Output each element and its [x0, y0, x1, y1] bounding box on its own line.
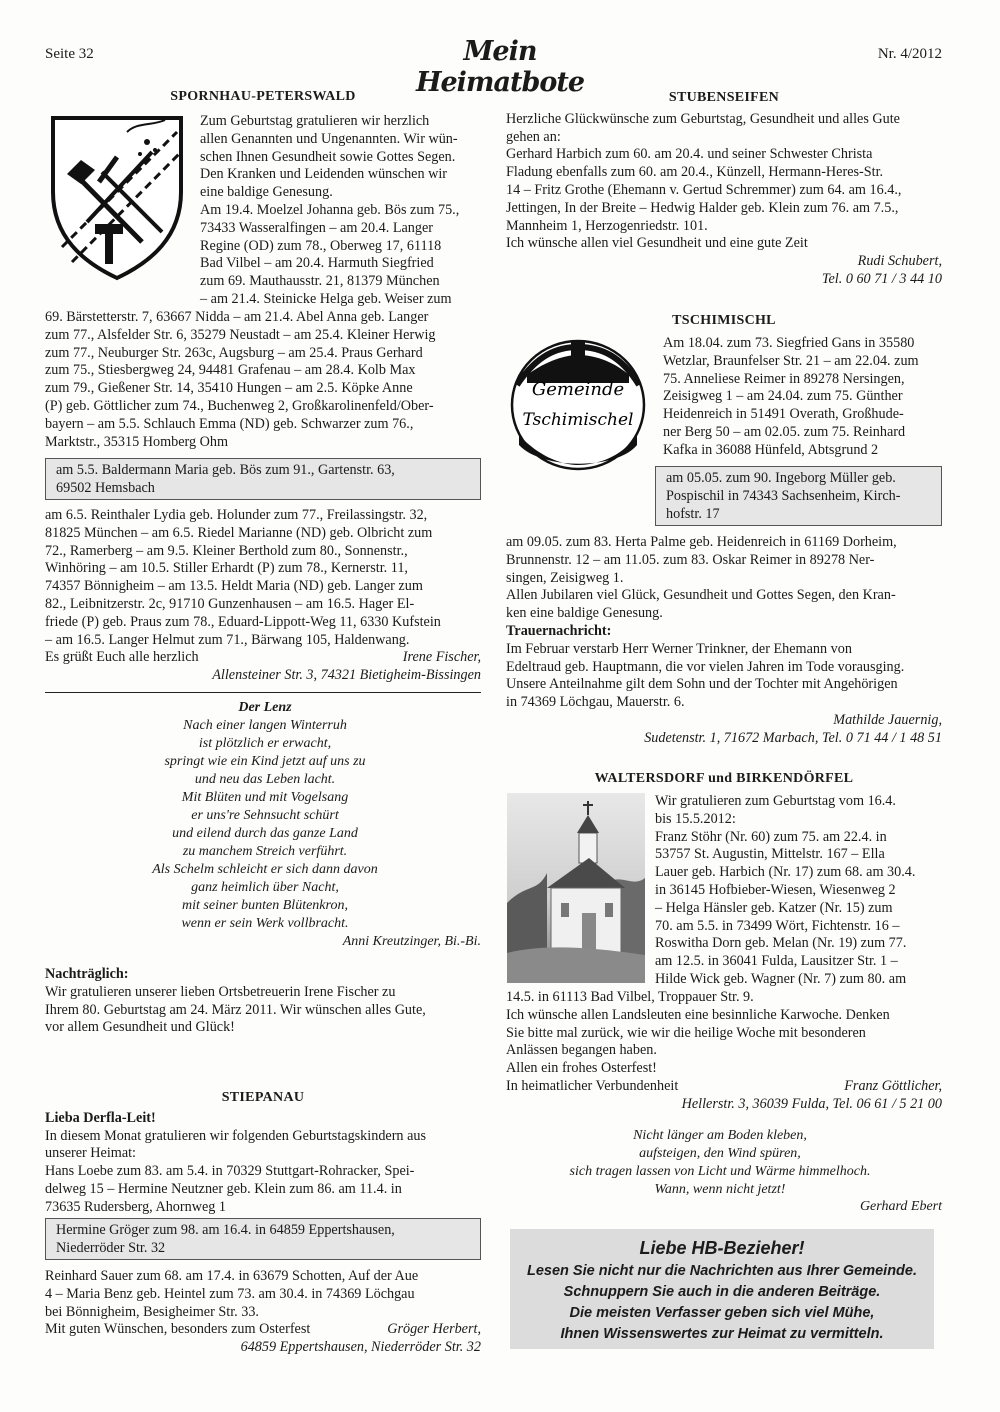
spornhau-list-2: am 6.5. Reinthaler Lydia geb. Holunder zum 77., Freilassingstr. 32, 81825 München – am 6.5. Riedel Marianne (ND) geb. Olbricht zum 72., Ramerberg – am 9.5. Kleiner Berthold zum 80., Sonnenstr., Winhöring – am 10.5. Stiller Erhardt (P) zum 78., Kernerstr. 11, 74357 Bönnigheim – am 13.5. Heldt Maria (ND) geb. Langer zum 82., Leibnitzerstr. 2c, 91710 Gunzenhausen – am 16.5. Hager El- friede (P) geb. Praus zum 78., Eduard-Lippott-Weg 11, 6330 Kufstein – am 16.5. Langer Helmut zum 71., Bärwang 105, Haldenwang. Es grüßt Euch alle herzlich Irene Fischer, Allensteiner Str. 3, 74321 Bietigheim-Bissingen [45, 507, 481, 684]
waltersdorf-intro: Wir gratulieren zum Geburtstag vom 16.4. bis 15.5.2012: Franz Stöhr (Nr. 60) zum 75. am 22.4. in 53757 St. Augustin, Mittelstr. 167 – Ella Lauer geb. Harbich (Nr. 17) zum 68. am 30.4. in 36145 Hofbieber-Wiesen, Wiesenweg 2 – Helga Hänsler geb. Katzer (Nr. 15) zum 70. am 5.5. in 73499 Wört, Fichtenstr. 16 – Roswitha Dorn geb. Melan (Nr. 19) zum 77. am 12.5. in 36041 Fulda, Lausitzer Str. 1 – Hilde Wick geb. Wagner (Nr. 7) zum 80. am [655, 793, 916, 987]
section-title-waltersdorf: WALTERSDORF und BIRKENDÖRFEL [594, 771, 854, 786]
stiepanau-address: 64859 Eppertshausen, Niederröder Str. 32 [240, 1339, 481, 1356]
waltersdorf-signature: Franz Göttlicher, [844, 1077, 942, 1094]
spornhau-list: 69. Bärstetterstr. 7, 63667 Nidda – am 21.4. Abel Anna geb. Langer zum 77., Alsfelder Str. 6, 35279 Neustadt – am 25.4. Kleiner Herwig zum 77., Neuburger Str. 263c, Augsburg – am 25.4. Praus Gerhard zum 75., Stiesbergweg 24, 94481 Grafenau – am 28.4. Kolb Max zum 79., Gießener Str. 14, 35410 Hungen – am 2.5. Köpke Anne (P) geb. Göttlicher zum 74., Buchenweg 2, Großkarolinenfeld/Ober- bayern – am 5.5. Schlauch Emma (ND) geb. Schwarzer zum 76., Marktstr., 35315 Homberg Ohm [45, 309, 436, 450]
stiepanau-highlight-box: Hermine Gröger zum 98. am 16.4. in 64859 Eppertshausen, Niederröder Str. 32 [45, 1218, 481, 1260]
section-title-stiepanau: STIEPANAU [221, 1090, 305, 1105]
poem2-author: Gerhard Ebert [859, 1199, 942, 1214]
page-number: Seite 32 [45, 46, 94, 62]
tschimischl-list-2: am 09.05. zum 83. Herta Palme geb. Heidenreich in 61169 Dorheim, Brunnenstr. 12 – am 11.05. zum 83. Oskar Reimer in 89278 Ner- singen, Zeisigweg 1. Allen Jubilaren viel Glück, Gesundheit und Gottes Segen, den Kran- ken eine baldige Genesung. Trauernachricht: Im Februar verstarb Herr Werner Trinkner, der Ehemann von Edeltraud geb. Hauptmann, die vor vielen Jahren im Tode vorausging. Unsere Anteilnahme gilt dem Sohn und der Tochter mit Angehörigen in 74369 Löchgau, Mauerstr. 6. Mathilde Jauernig, Sudetenstr. 1, 71672 Marbach, Tel. 0 71 44 / 1 48 51 [506, 534, 942, 746]
stiepanau-greeting: Mit guten Wünschen, besonders zum Osterfest [45, 1321, 311, 1338]
spornhau-highlight-box: am 5.5. Baldermann Maria geb. Bös zum 91., Gartenstr. 63, 69502 Hemsbach [45, 458, 481, 500]
spornhau-address: Allensteiner Str. 3, 74321 Bietigheim-Bissingen [212, 667, 481, 684]
tschimischl-highlight-box: am 05.05. zum 90. Ingeborg Müller geb. Pospischil in 74343 Sachsenheim, Kirch- hofstr. 17 [655, 466, 942, 526]
nachtraeglich-section: Nachträglich: Wir gratulieren unserer lieben Ortsbetreuerin Irene Fischer zu Ihrem 80. Geburtstag am 24. März 2011. Wir wünschen alles Gute, vor allem Gesundheit und Glück! [45, 966, 426, 1036]
poem-der-lenz: Der Lenz Nach einer langen Winterruh ist plötzlich er erwacht, springt wie ein Kind jetzt auf uns zu und neu das Leben lacht. Mit Blüten und mit Vogelsang er uns're Sehnsucht schürt und eilend durch das ganze Land zu manchem Streich verführt. Als Schelm schleicht er sich dann davon ganz heimlich über Nacht, mit seiner bunten Blütenkron, wenn er sein Werk vollbracht. [152, 700, 378, 931]
waltersdorf-address: Hellerstr. 3, 36039 Fulda, Tel. 06 61 / 5 21 00 [681, 1095, 942, 1112]
masthead-logo: Mein Heimatbote [415, 36, 585, 98]
spornhau-coat-of-arms [47, 112, 187, 282]
chapel-photo [507, 793, 645, 983]
spornhau-signature: Irene Fischer, [402, 649, 481, 666]
section-title-spornhau: SPORNHAU-PETERSWALD [170, 89, 356, 104]
hb-notice-box: Liebe HB-Bezieher! Lesen Sie nicht nur die Nachrichten aus Ihrer Gemeinde. Schnuppern Sie auch in die anderen Beiträge. Die meisten Verfasser geben sich viel Mühe, Ihnen Wissenswertes zur Heimat zu vermitteln. [510, 1229, 934, 1349]
waltersdorf-list-2: 14.5. in 61113 Bad Vilbel, Troppauer Str. 9. Ich wünsche allen Landsleuten eine besinnliche Karwoche. Denken Sie bitte mal zurück, wie wir die heilige Woche mit besonderen Anlässen begangen haben. Allen ein frohes Osterfest! In heimatlicher Verbundenheit Franz Göttlicher, Hellerstr. 3, 36039 Fulda, Tel. 06 61 / 5 21 00 [506, 989, 942, 1112]
stiepanau-signature: Gröger Herbert, [387, 1321, 481, 1338]
issue-number: Nr. 4/2012 [877, 46, 942, 62]
poem-author: Anni Kreutzinger, Bi.-Bi. [342, 934, 481, 949]
waltersdorf-greeting: In heimatlicher Verbundenheit [506, 1077, 679, 1094]
hb-title: Liebe HB-Bezieher! [639, 1238, 805, 1258]
tschimischl-seal [507, 335, 649, 475]
seal-text-top: Gemeinde [531, 379, 625, 400]
divider [45, 692, 481, 693]
section-title-stubenseifen: STUBENSEIFEN [668, 90, 780, 105]
section-title-tschimischl: TSCHIMISCHL [672, 313, 776, 328]
stubenseifen-section: STUBENSEIFEN Herzliche Glückwünsche zum Geburtstag, Gesundheit und alles Gute gehen an: Gerhard Harbich zum 60. am 20.4. und seiner Schwester Christa Fladung ebenfalls zum 60. am 20.4., Künzell, Hermann-Heres-Str. 14 – Fritz Grothe (Ehemann v. Gertud Schremmer) zum 64. am 16.4., Jettingen, In der Breite – Hedwig Halder geb. Klein zum 76. am 7.5., Mannheim 1, Herzogenriedstr. 101. Ich wünsche allen viel Gesundheit und eine gute Zeit Rudi Schubert, Tel. 0 60 71 / 3 44 10 [506, 90, 942, 287]
spornhau-intro: Zum Geburtstag gratulieren wir herzlich allen Genannten und Ungenannten. Wir wün- schen Ihnen Gesundheit sowie Gottes Segen. Den Kranken und Leidenden wünschen wir eine baldige Genesung. Am 19.4. Moelzel Johanna geb. Bös zum 75., 73433 Wasseralfingen – am 20.4. Langer Regine (OD) zum 78., Oberweg 17, 61118 Bad Vilbel – am 20.4. Harmuth Siegfried zum 69. Mauthausstr. 21, 81379 München – am 21.4. Steinicke Helga geb. Weiser zum [200, 113, 460, 307]
stiepanau-list-2: Reinhard Sauer zum 68. am 17.4. in 63679 Schotten, Auf der Aue 4 – Maria Benz geb. Heintel zum 73. am 30.4. in 74369 Löchgau bei Bönnigheim, Besigheimer Str. 33. Mit guten Wünschen, besonders zum Osterfest Gröger Herbert, 64859 Eppertshausen, Niederröder Str. 32 [45, 1268, 481, 1356]
poem-nicht-laenger: Nicht länger am Boden kleben, aufsteigen, den Wind spüren, sich tragen lassen von Licht und Wärme himmelhoch. Wann, wenn nicht jetzt! [569, 1128, 871, 1197]
spornhau-greeting: Es grüßt Euch alle herzlich [45, 649, 199, 666]
seal-text-bottom: Tschimischel [522, 410, 634, 430]
tschimischl-intro: Am 18.04. zum 73. Siegfried Gans in 35580 Wetzlar, Braunfelser Str. 21 – am 22.04. zum 75. Anneliese Reimer in 89278 Nersingen, Zeisigweg 1 – am 24.04. zum 75. Günther Heidenreich in 51491 Overath, Großhude- ner Berg 50 – am 02.05. zum 75. Reinhard Kafka in 36088 Hünfeld, Abtsgrund 2 [663, 335, 919, 458]
stiepanau-section: STIEPANAU Lieba Derfla-Leit! In diesem Monat gratulieren wir folgenden Geburtstagskindern aus unserer Heimat: Hans Loebe zum 83. am 5.4. in 70329 Stuttgart-Rohracker, Spei- delweg 15 – Hermine Neutzner geb. Klein zum 86. am 11.4. in 73635 Rudersberg, Ahornweg 1 [45, 1089, 481, 1217]
